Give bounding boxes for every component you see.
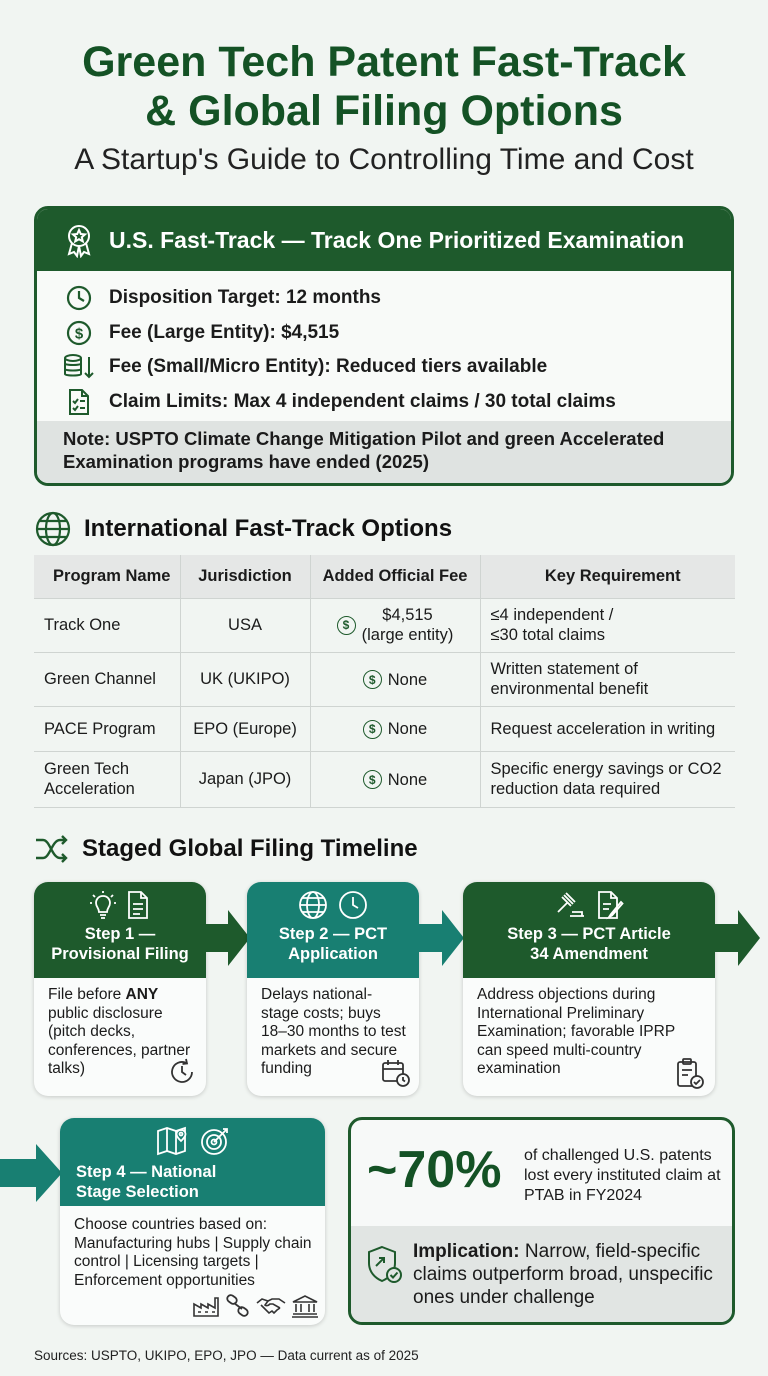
implication-box <box>351 1226 732 1322</box>
requirement-cell: Written statement of environmental benefit <box>480 652 735 706</box>
track-one-header <box>37 209 731 271</box>
step-4-header <box>60 1118 325 1206</box>
program-cell: Green Tech Acceleration <box>34 751 180 807</box>
arrow-right-icon <box>714 910 760 966</box>
fee-value: None <box>387 770 428 789</box>
dollar-icon <box>65 319 93 347</box>
chain-link-icon <box>225 1294 251 1318</box>
track-one-card <box>34 206 734 486</box>
step-3-body: Address objections during International Preliminary Examination; favorable IPRP can speed multi-country examination <box>477 986 675 1077</box>
jurisdiction-cell: USA <box>180 598 310 652</box>
requirement-cell: ≤4 independent / ≤30 total claims <box>480 598 735 652</box>
international-table <box>34 555 735 808</box>
dollar-icon: $ <box>363 720 382 739</box>
stat-value: ~70% <box>367 1141 502 1199</box>
track-one-title: U.S. Fast-Track — Track One Prioritized Examination <box>109 226 685 253</box>
step-4-card <box>60 1118 325 1325</box>
step-3-card <box>463 882 715 1096</box>
table-row <box>34 598 735 652</box>
track-one-list <box>37 271 731 419</box>
step-1-body: File before ANY public disclosure (pitch decks, conferences, partner talks) <box>48 986 191 1077</box>
arrow-right-icon <box>0 1144 62 1202</box>
jurisdiction-cell: EPO (Europe) <box>180 706 310 751</box>
document-icon <box>126 890 150 920</box>
handshake-icon <box>256 1294 286 1318</box>
fee-cell <box>310 751 480 807</box>
track-one-item-text: Claim Limits: Max 4 independent claims / 30 total claims <box>109 390 616 412</box>
coins-down-icon <box>63 353 95 381</box>
table-row <box>34 706 735 751</box>
sources-footnote: Sources: USPTO, UKIPO, EPO, JPO — Data current as of 2025 <box>34 1348 419 1363</box>
step-1-header <box>34 882 206 978</box>
step-1-card <box>34 882 206 1096</box>
title-line-1: Green Tech Patent Fast-Track <box>82 38 686 86</box>
table-row <box>34 751 735 807</box>
lightbulb-icon <box>90 890 116 920</box>
track-one-item-text: Disposition Target: 12 months <box>109 287 382 309</box>
page-subtitle: A Startup's Guide to Controlling Time and Cost <box>74 143 694 176</box>
program-cell: Green Channel <box>34 652 180 706</box>
step-1-title: Step 1 — Provisional Filing <box>51 925 189 963</box>
implication-label: Implication: <box>413 1241 520 1262</box>
international-heading <box>34 510 452 548</box>
step-3-title: Step 3 — PCT Article 34 Amendment <box>507 925 671 963</box>
calendar-clock-icon <box>381 1058 411 1088</box>
step-2-body: Delays national-stage costs; buys 18–30 months to test markets and secure funding <box>261 986 406 1077</box>
fee-cell <box>310 598 480 652</box>
step-2-title: Step 2 — PCT Application <box>278 925 388 963</box>
track-one-item-text: Fee (Large Entity): $4,515 <box>109 321 340 343</box>
track-one-item-text: Fee (Small/Micro Entity): Reduced tiers available <box>109 356 548 378</box>
step-2-card <box>247 882 419 1096</box>
track-one-item <box>63 350 731 385</box>
title-line-2: & Global Filing Options <box>145 87 623 135</box>
fee-value: None <box>387 670 428 689</box>
timeline-heading <box>34 832 418 866</box>
fee-value: $4,515 (large entity) <box>361 606 454 644</box>
step-4-body: Choose countries based on: Manufacturing hubs | Supply chain control | Licensing targets | Enforcement opportunities <box>74 1216 312 1289</box>
dollar-icon: $ <box>337 616 356 635</box>
gavel-icon <box>554 890 586 920</box>
globe-icon <box>34 510 72 548</box>
table-header-row <box>34 555 735 598</box>
ptab-stat-box <box>348 1117 735 1325</box>
international-title: International Fast-Track Options <box>84 515 453 542</box>
clipboard-check-icon <box>675 1058 705 1090</box>
globe-icon <box>298 890 328 920</box>
stat-description: of challenged U.S. patents lost every instituted claim at PTAB in FY2024 <box>524 1147 721 1204</box>
column-header: Jurisdiction <box>180 555 310 598</box>
checklist-icon <box>66 388 92 416</box>
requirement-cell: Specific energy savings or CO2 reduction data required <box>480 751 735 807</box>
fee-value: None <box>387 720 428 738</box>
fee-cell <box>310 652 480 706</box>
award-icon <box>61 222 97 258</box>
table-row <box>34 652 735 706</box>
column-header: Key Requirement <box>480 555 735 598</box>
arrow-right-icon <box>204 910 250 966</box>
jurisdiction-cell: UK (UKIPO) <box>180 652 310 706</box>
program-cell: Track One <box>34 598 180 652</box>
target-icon <box>200 1126 230 1156</box>
column-header: Added Official Fee <box>310 555 480 598</box>
shuffle-icon <box>34 832 70 866</box>
svg-text:$: $ <box>74 325 84 343</box>
program-cell: PACE Program <box>34 706 180 751</box>
clock-refresh-icon <box>168 1058 196 1086</box>
fee-cell <box>310 706 480 751</box>
dollar-icon: $ <box>363 770 382 789</box>
timeline-title: Staged Global Filing Timeline <box>82 835 418 862</box>
track-one-note: Note: USPTO Climate Change Mitigation Pilot and green Accelerated Examination programs have ended (2025) <box>37 421 731 483</box>
bank-icon <box>291 1294 319 1318</box>
track-one-item <box>63 281 731 316</box>
requirement-cell: Request acceleration in writing <box>480 706 735 751</box>
clock-icon <box>65 284 93 312</box>
jurisdiction-cell: Japan (JPO) <box>180 751 310 807</box>
document-edit-icon <box>596 890 624 920</box>
step-4-title: Step 4 — National Stage Selection <box>76 1163 217 1201</box>
page-title <box>0 38 768 136</box>
track-one-item <box>63 385 731 420</box>
map-pin-icon <box>156 1126 190 1156</box>
step-2-header <box>247 882 419 978</box>
implication-text: Narrow, field-specific claims outperform broad, unspecific ones under challenge <box>413 1241 713 1308</box>
column-header: Program Name <box>34 555 180 598</box>
dollar-icon: $ <box>363 670 382 689</box>
step-3-header <box>463 882 715 978</box>
step-4-icon-row <box>192 1294 319 1318</box>
arrow-right-icon <box>418 910 464 966</box>
factory-icon <box>192 1294 220 1318</box>
clock-icon <box>338 890 368 920</box>
track-one-item <box>63 316 731 351</box>
shield-check-icon <box>365 1244 405 1286</box>
